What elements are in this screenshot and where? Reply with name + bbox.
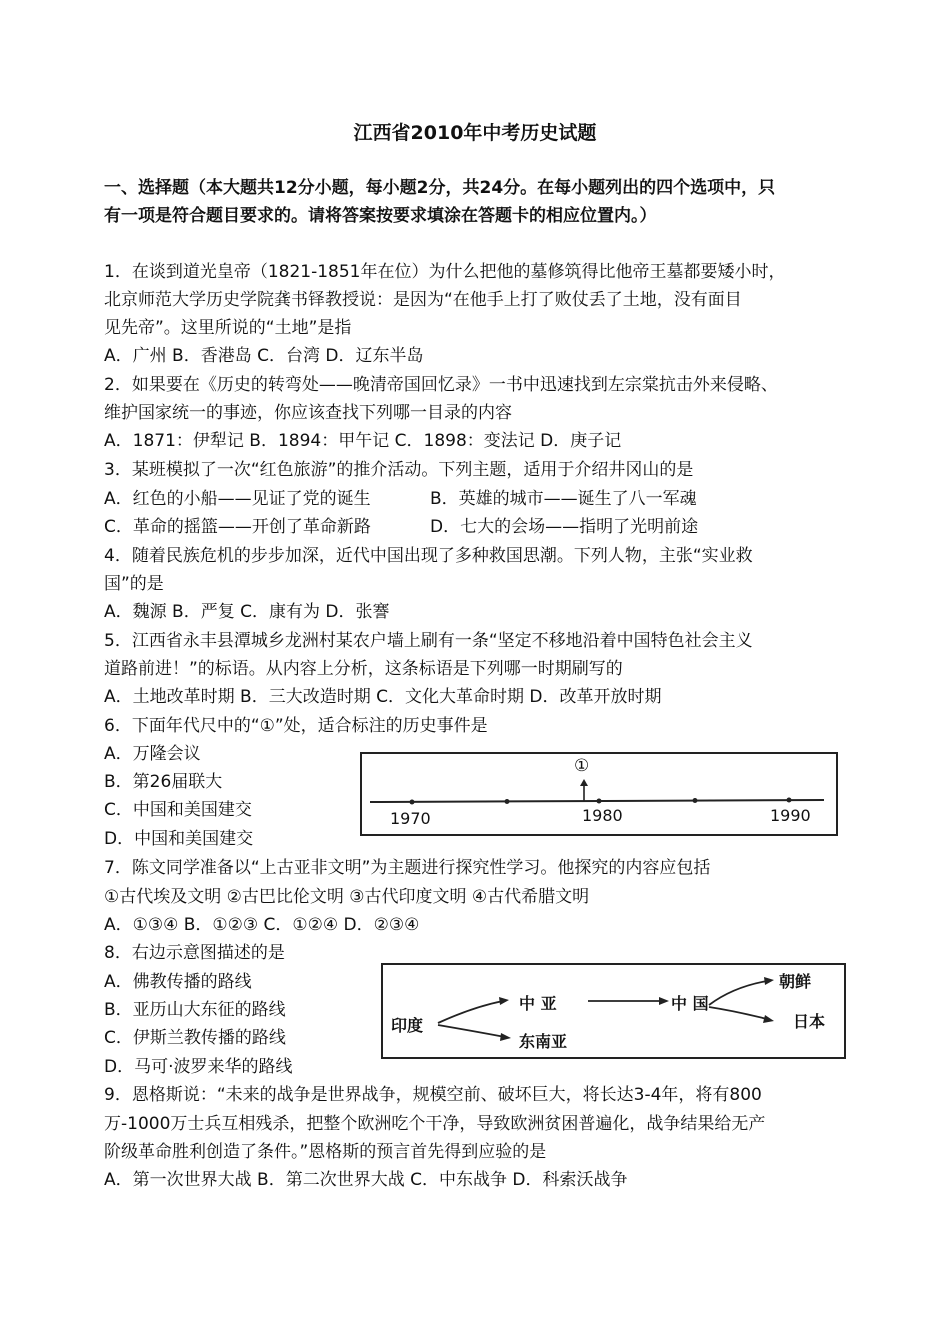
- q3-option-c: C．革命的摇篮——开创了革命新路: [104, 517, 371, 537]
- q6-option-d: D．中国和美国建交: [104, 829, 254, 849]
- q4-stem-line2: 国”的是: [104, 574, 164, 594]
- q4-stem-line1: 4．随着民族危机的步步加深，近代中国出现了多种救国思潮。下列人物，主张“实业救: [104, 546, 753, 566]
- timeline-tick-1970: [410, 800, 415, 805]
- q9-options: A．第一次世界大战 B．第二次世界大战 C．中东战争 D．科索沃战争: [104, 1170, 628, 1190]
- route-label-india: 印度: [391, 1016, 424, 1035]
- q9-stem-line1: 9．恩格斯说：“未来的战争是世界战争，规模空前、破坏巨大，将长达3-4年，将有800: [104, 1085, 762, 1105]
- q2-stem-line1: 2．如果要在《历史的转弯处——晚清帝国回忆录》一书中迅速找到左宗棠抗击外来侵略、: [104, 375, 778, 395]
- q6-option-a: A．万隆会议: [104, 744, 201, 764]
- q2-stem-line2: 维护国家统一的事迹，你应该查找下列哪一目录的内容: [104, 403, 512, 423]
- q3-option-a: A．红色的小船——见证了党的诞生: [104, 489, 371, 509]
- q7-stem-line1: 7．陈文同学准备以“上古亚非文明”为主题进行探究性学习。他探究的内容应包括: [104, 858, 711, 878]
- route-head-china: [659, 997, 669, 1005]
- q4-options: A．魏源 B．严复 C．康有为 D．张謇: [104, 602, 390, 622]
- q2-options: A．1871：伊犁记 B．1894：甲午记 C．1898：变法记 D．庚子记: [104, 431, 622, 451]
- timeline-label-1980: 1980: [582, 806, 623, 825]
- q5-stem-line1: 5．江西省永丰县潭城乡龙洲村某农户墙上刷有一条“坚定不移地沿着中国特色社会主义: [104, 631, 753, 651]
- route-arrow-china-japan: [709, 1007, 767, 1019]
- q3-option-b: B．英雄的城市——诞生了八一军魂: [430, 489, 697, 509]
- route-figure: [381, 963, 846, 1059]
- timeline-tick-1980: [597, 799, 602, 804]
- q8-option-b: B．亚历山大东征的路线: [104, 1000, 286, 1020]
- page-title: 江西省2010年中考历史试题: [353, 122, 597, 144]
- q9-stem-line3: 阶级革命胜利创造了条件。”恩格斯的预言首先得到应验的是: [104, 1142, 547, 1162]
- q8-option-d: D．马可·波罗来华的路线: [104, 1057, 293, 1077]
- route-label-china: 中 国: [671, 994, 709, 1013]
- q6-stem: 6．下面年代尺中的“①”处，适合标注的历史事件是: [104, 716, 488, 736]
- route-label-southeast-asia: 东南亚: [519, 1032, 568, 1051]
- timeline-label-1990: 1990: [770, 806, 811, 825]
- route-head-southeast-asia: [500, 1033, 511, 1041]
- timeline-figure: [360, 752, 838, 836]
- route-head-korea: [764, 977, 774, 985]
- q5-options: A．土地改革时期 B．三大改造时期 C．文化大革命时期 D．改革开放时期: [104, 687, 662, 707]
- q6-option-c: C．中国和美国建交: [104, 800, 252, 820]
- timeline-tick-1985: [693, 798, 698, 803]
- q1-stem-line2: 北京师范大学历史学院龚书铎教授说：是因为“在他手上打了败仗丢了土地，没有面目: [104, 290, 742, 310]
- route-svg: [383, 965, 844, 1057]
- timeline-marker-arrowhead: [580, 779, 588, 786]
- q7-options: A．①③④ B．①②③ C．①②④ D．②③④: [104, 915, 420, 935]
- timeline-marker-label: ①: [574, 756, 590, 776]
- route-label-korea: 朝鲜: [779, 972, 812, 991]
- route-label-central-asia: 中 亚: [519, 994, 557, 1013]
- timeline-tick-1990: [787, 798, 792, 803]
- q8-option-a: A．佛教传播的路线: [104, 972, 252, 992]
- timeline-tick-1975: [505, 799, 510, 804]
- section-heading-line1: 一、选择题（本大题共12分小题，每小题2分，共24分。在每小题列出的四个选项中，只: [104, 178, 776, 198]
- route-label-japan: 日本: [793, 1012, 826, 1031]
- route-head-japan: [763, 1015, 774, 1023]
- q8-stem: 8．右边示意图描述的是: [104, 943, 285, 963]
- q1-stem-line1: 1．在谈到道光皇帝（1821-1851年在位）为什么把他的墓修筑得比他帝王墓都要矮小时，: [104, 262, 786, 282]
- timeline-label-1970: 1970: [390, 809, 431, 828]
- route-head-central-asia: [499, 997, 509, 1005]
- route-arrow-india-central-asia: [438, 1001, 503, 1023]
- q1-stem-line3: 见先帝”。这里所说的“土地”是指: [104, 318, 352, 338]
- q7-stem-line2: ①古代埃及文明 ②古巴比伦文明 ③古代印度文明 ④古代希腊文明: [104, 887, 590, 907]
- section-heading-line2: 有一项是符合题目要求的。请将答案按要求填涂在答题卡的相应位置内。）: [104, 206, 657, 226]
- route-arrow-india-southeast-asia: [438, 1025, 505, 1037]
- q9-stem-line2: 万-1000万士兵互相残杀，把整个欧洲吃个干净，导致欧洲贫困普遍化，战争结果给无产: [104, 1114, 766, 1134]
- q1-options: A．广州 B．香港岛 C．台湾 D．辽东半岛: [104, 346, 424, 366]
- route-arrow-china-korea: [709, 981, 767, 1005]
- q3-stem: 3．某班模拟了一次“红色旅游”的推介活动。下列主题，适用于介绍井冈山的是: [104, 460, 694, 480]
- q3-option-d: D．七大的会场——指明了光明前途: [430, 517, 699, 537]
- q8-option-c: C．伊斯兰教传播的路线: [104, 1028, 286, 1048]
- q6-option-b: B．第26届联大: [104, 772, 223, 792]
- q5-stem-line2: 道路前进！”的标语。从内容上分析，这条标语是下列哪一时期刷写的: [104, 659, 623, 679]
